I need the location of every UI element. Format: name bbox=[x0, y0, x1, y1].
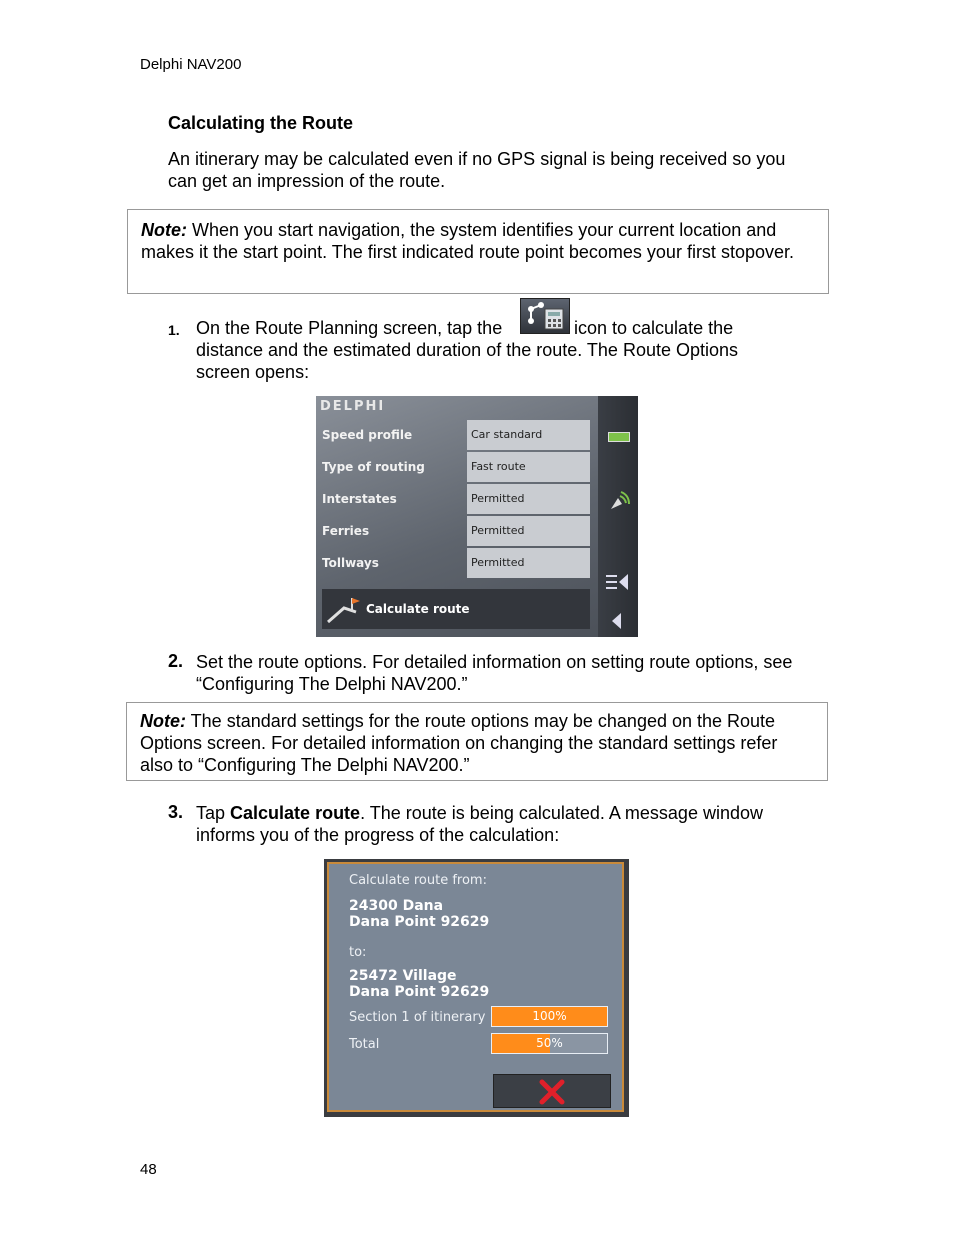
delphi-logo: DELPHI bbox=[320, 399, 386, 414]
step2-text: Set the route options. For detailed information on setting route options, see “Configuring The Delphi NAV200.” bbox=[196, 652, 793, 694]
device-sidebar bbox=[598, 396, 638, 637]
note-label: Note: bbox=[140, 711, 186, 731]
section-title: Calculating the Route bbox=[168, 113, 354, 133]
step-number: 3. bbox=[168, 802, 184, 822]
option-label: Interstates bbox=[322, 492, 397, 506]
step-number: 1. bbox=[168, 322, 180, 338]
back-arrow-icon[interactable] bbox=[610, 612, 624, 630]
option-value[interactable]: Permitted bbox=[467, 484, 590, 514]
step3-text-post: . The route is being calculated. A message window informs you of the progress of the calculation: bbox=[196, 803, 763, 845]
option-value[interactable]: Permitted bbox=[467, 548, 590, 578]
step1-text-after: icon to calculate the distance and the estimated duration of the route. The Route Options screen opens: bbox=[196, 318, 739, 382]
section-progress-bar bbox=[491, 1006, 608, 1027]
route-flag-icon bbox=[326, 594, 362, 624]
route-options-screenshot bbox=[316, 396, 638, 637]
to-address-line1: 25472 Village bbox=[349, 968, 457, 984]
total-progress-label: Total bbox=[349, 1037, 380, 1052]
calculate-route-label: Calculate route bbox=[366, 602, 470, 616]
section-progress-label: Section 1 of itinerary bbox=[349, 1010, 486, 1025]
step3-text bbox=[196, 802, 806, 846]
progress-dialog bbox=[327, 862, 624, 1112]
note-box-2 bbox=[126, 702, 828, 781]
option-value[interactable]: Car standard bbox=[467, 420, 590, 450]
note-label: Note: bbox=[141, 220, 187, 240]
section-progress-percent: 100% bbox=[532, 1009, 567, 1023]
note-text: When you start navigation, the system identifies your current location and makes it the start point. The first indicated route point becomes your first stopover. bbox=[141, 220, 794, 262]
route-progress-screenshot bbox=[324, 859, 629, 1117]
step1-text-before: On the Route Planning screen, tap the bbox=[196, 318, 503, 338]
calculate-route-button[interactable] bbox=[322, 589, 590, 629]
battery-icon bbox=[608, 432, 630, 442]
note-box-1 bbox=[127, 209, 829, 294]
intro-paragraph: An itinerary may be calculated even if no GPS signal is being received so you can get an impression of the route. bbox=[168, 149, 786, 191]
total-progress-percent: 50% bbox=[536, 1036, 563, 1050]
to-label: to: bbox=[349, 945, 367, 960]
from-address-line2: Dana Point 92629 bbox=[349, 914, 490, 930]
option-label: Speed profile bbox=[322, 428, 413, 442]
option-value[interactable]: Permitted bbox=[467, 516, 590, 546]
from-label: Calculate route from: bbox=[349, 873, 487, 888]
step3-text-pre: Tap bbox=[196, 803, 231, 823]
running-header: Delphi NAV200 bbox=[140, 56, 242, 73]
close-icon bbox=[538, 1079, 566, 1105]
total-progress-bar bbox=[491, 1033, 608, 1054]
to-address-line2: Dana Point 92629 bbox=[349, 984, 490, 1000]
option-value[interactable]: Fast route bbox=[467, 452, 590, 482]
menu-icon[interactable] bbox=[606, 572, 630, 592]
option-label: Ferries bbox=[322, 524, 370, 538]
step-number: 2. bbox=[168, 651, 184, 671]
note-text: The standard settings for the route options may be changed on the Route Options screen. For detailed information on changing the standard settings refer also to “Configuring The Delphi NAV200.” bbox=[140, 711, 778, 775]
from-address-line1: 24300 Dana bbox=[349, 898, 444, 914]
option-label: Type of routing bbox=[322, 460, 425, 474]
page-number: 48 bbox=[140, 1161, 157, 1178]
option-label: Tollways bbox=[322, 556, 379, 570]
gps-signal-icon bbox=[608, 490, 630, 512]
cancel-button[interactable] bbox=[493, 1074, 611, 1108]
step3-text-bold: Calculate route bbox=[230, 803, 361, 823]
